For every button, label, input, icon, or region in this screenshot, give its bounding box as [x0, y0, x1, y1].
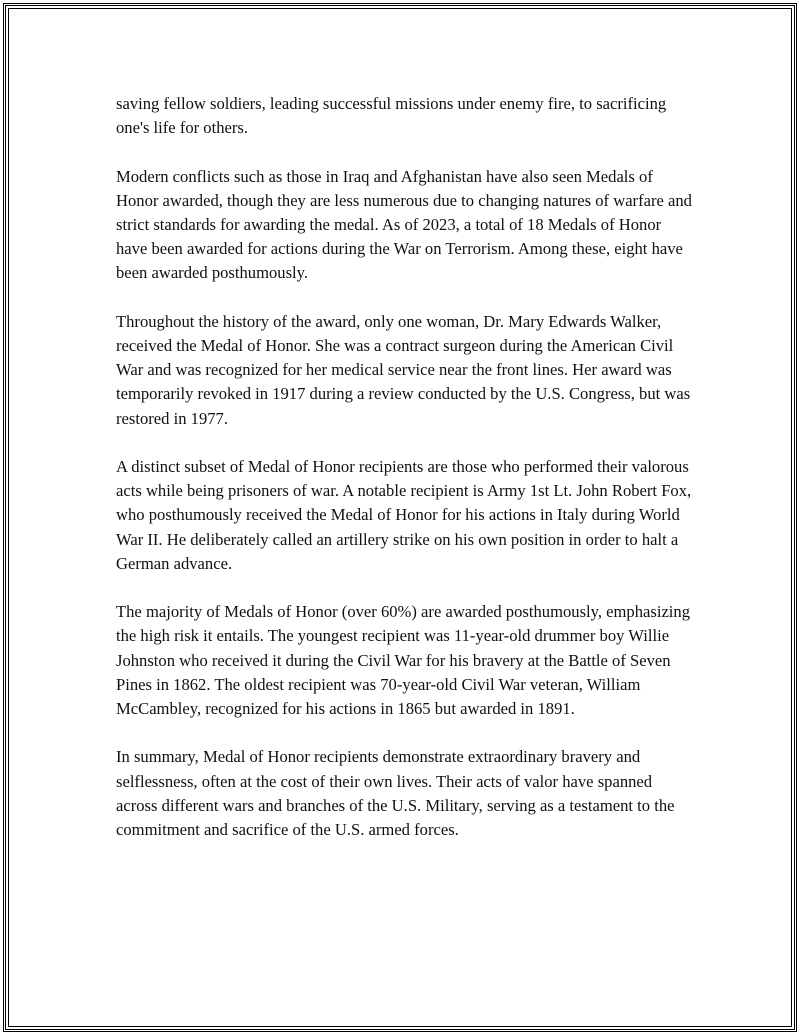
document-body	[116, 92, 696, 866]
paragraph-posthumous-statistics: The majority of Medals of Honor (over 60%) are awarded posthumously, emphasizing the high risk it entails. The youngest recipient was 11-year-old drummer boy Willie Johnston who received it during the Civil War for his bravery at the Battle of Seven Pines in 1862. The oldest recipient was 70-year-old Civil War veteran, William McCambley, recognized for his actions in 1865 but awarded in 1891.	[116, 602, 691, 719]
paragraph-mary-walker: Throughout the history of the award, only one woman, Dr. Mary Edwards Walker, received the Medal of Honor. She was a contract surgeon during the American Civil War and was recognized for her medical service near the front lines. Her award was temporarily revoked in 1917 during a review conducted by the U.S. Congress, but was restored in 1977.	[116, 311, 691, 428]
paragraph-modern-conflicts: Modern conflicts such as those in Iraq and Afghanistan have also seen Medals of Honor awarded, though they are less numerous due to changing natures of warfare and strict standards for awarding the medal. As of 2023, a total of 18 Medals of Honor have been awarded for actions during the War on Terrorism. Among these, eight have been awarded posthumously.	[116, 166, 692, 283]
paragraph-continued-examples: saving fellow soldiers, leading successful missions under enemy fire, to sacrificing one's life for others.	[116, 94, 667, 138]
paragraph-summary: In summary, Medal of Honor recipients demonstrate extraordinary bravery and selflessness, often at the cost of their own lives. Their acts of valor have spanned across different wars and branches of the U.S. Military, serving as a testament to the commitment and sacrifice of the U.S. armed forces.	[116, 747, 675, 840]
paragraph-prisoners-of-war: A distinct subset of Medal of Honor recipients are those who performed their valorous acts while being prisoners of war. A notable recipient is Army 1st Lt. John Robert Fox, who posthumously received the Medal of Honor for his actions in Italy during World War II. He deliberately called an artillery strike on his own position in order to halt a German advance.	[116, 457, 692, 573]
